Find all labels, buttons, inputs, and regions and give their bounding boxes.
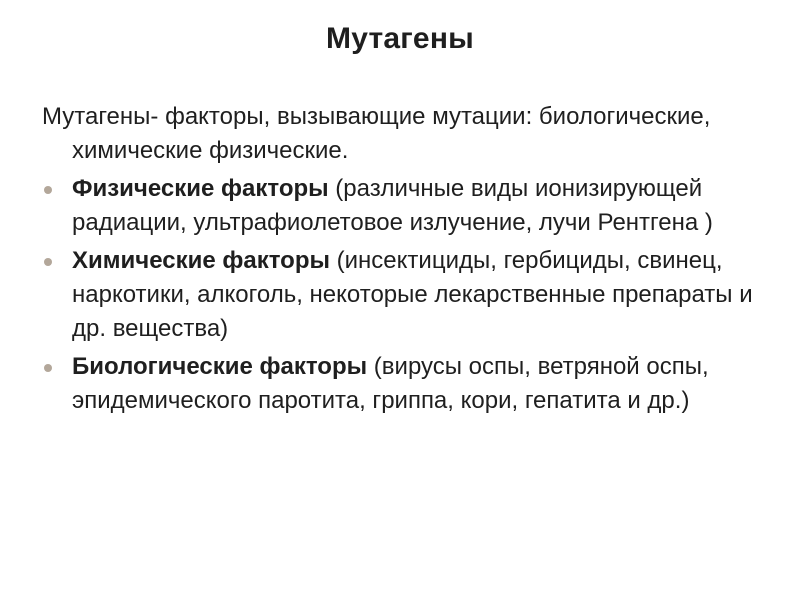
intro-text: Мутагены- факторы, вызывающие мутации: биологические, химические физические. — [42, 103, 711, 164]
slide-body — [42, 100, 762, 422]
bullet-heading: Физические факторы — [72, 175, 329, 202]
bullet-item-physical — [42, 172, 762, 240]
bullet-text: (инсектициды, гербициды, свинец, наркотики, алкоголь, некоторые лекарственные препараты и др. вещества) — [72, 247, 753, 342]
bullet-item-chemical — [42, 244, 762, 346]
bullet-heading: Биологические факторы — [72, 353, 368, 380]
slide-title: Мутагены — [326, 22, 474, 55]
bullet-text: (вирусы оспы, ветряной оспы, эпидемического паротита, гриппа, кори, гепатита и др.) — [72, 353, 709, 414]
bullet-dot-icon — [44, 186, 52, 194]
bullet-list — [42, 172, 762, 418]
bullet-text: (различные виды ионизирующей радиации, ультрафиолетовое излучение, лучи Рентгена ) — [72, 175, 713, 236]
bullet-dot-icon — [44, 364, 52, 372]
bullet-item-biological — [42, 350, 762, 418]
bullet-heading: Химические факторы — [72, 247, 330, 274]
bullet-dot-icon — [44, 258, 52, 266]
